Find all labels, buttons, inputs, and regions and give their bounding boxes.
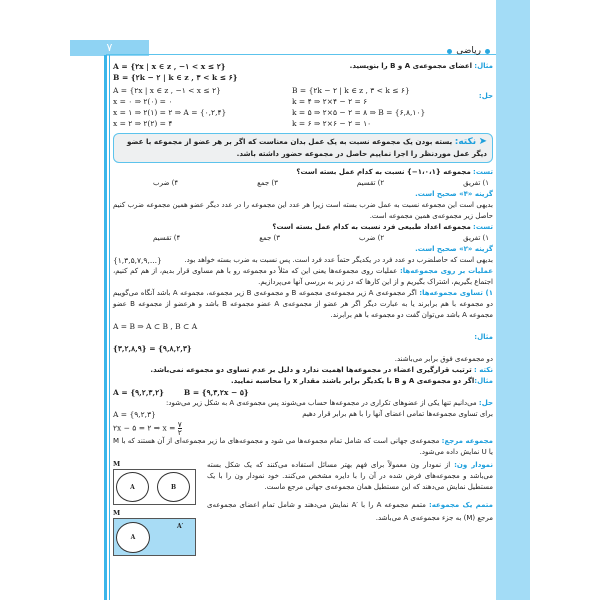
section-label: متمم یک مجموعه:: [428, 501, 493, 509]
fraction: [178, 421, 182, 436]
solution-line: x = ۰ ⇒ ۲(۰) = ۰: [113, 97, 173, 106]
section-label: ۱) تساوی مجموعه‌ها:: [419, 289, 494, 297]
venn-section: [113, 460, 493, 556]
option[interactable]: ۱) تفریق: [463, 234, 489, 242]
solution-line: k = ۶ ⇒ ۲×۶ − ۲ = ۱۰: [292, 119, 372, 128]
solution-text: برای تساوی مجموعه‌ها تمامی اعضای آنها را با هم برابر قرار دهیم: [302, 410, 493, 418]
section-label: نمودار ون:: [454, 461, 494, 469]
set-b: B = {۲k − ۲ | k ∈ z , ۳ < k ≤ ۶}: [113, 73, 238, 82]
set-circle-a: A: [116, 472, 149, 502]
denominator: ۲: [177, 427, 182, 437]
dot-icon: [485, 49, 490, 54]
explanation: بدیهی است این مجموعه نسبت به عمل ضرب بسته است زیرا هر عدد این مجموعه را در عدد دیگر عضو همین مجموعه ضرب کنیم حاصل زیر مجموعه‌ی همین مجموعه است.: [113, 201, 493, 220]
explanation: بدیهی است که حاصلضرب دو عدد فرد در یکدیگر حتماً عدد فرد است. پس نسبت به ضرب بسته خواهد بود.: [184, 256, 493, 264]
options-row: [113, 178, 493, 189]
solution-text: می‌دانیم تنها یکی از عضوهای تکراری در مجموعه‌ها حساب می‌شوند پس مجموعه‌ی A به شکل زیر می‌شود:: [166, 399, 477, 407]
set-a-reduced: A = {۹,۲,۳}: [113, 410, 156, 419]
set-equality: {۳,۲,۸,۹} = {۹,۸,۲,۳}: [113, 344, 192, 353]
paper-plane-icon: ➤: [478, 136, 487, 147]
note-label: نکته :: [473, 366, 493, 374]
solution-label: حل:: [478, 92, 493, 100]
example-label: مثال:: [474, 62, 493, 70]
solution-line: k = ۴ ⇒ ۲×۴ − ۲ = ۶: [292, 97, 368, 106]
note-box: [113, 133, 493, 163]
chapter-header: [447, 46, 490, 56]
answer: گزینه «۴» صحیح است.: [415, 190, 493, 198]
margin-line: [104, 55, 107, 600]
note-label: نکته:: [454, 137, 477, 147]
option[interactable]: ۴) ضرب: [153, 179, 179, 187]
solution-line: A = {۲x | x ∈ z , −۱ < x ≤ ۲}: [113, 86, 221, 95]
test-label: تست:: [473, 223, 493, 231]
section-text: متمم مجموعه A را با ′A نمایش می‌دهند و شامل تمام اعضای مجموعه‌ی مرجع (M) به جزء مجموعه‌ی A می‌باشد.: [207, 501, 493, 522]
dot-icon: [447, 49, 452, 54]
margin-line-inner: [109, 55, 110, 600]
example-text: اعضای مجموعه‌ی A و B را بنویسید.: [349, 62, 473, 70]
set-circle-a: A: [116, 522, 150, 553]
option[interactable]: ۲) تقسیم: [356, 179, 385, 187]
equality-formula: A = B ⇒ A ⊂ B , B ⊂ A: [113, 322, 198, 331]
set-circle-b: B: [157, 472, 190, 502]
test-question: مجموعه {۱،۰،۱−} نسبت به کدام عمل بسته است؟: [296, 168, 471, 176]
universe-label: M: [113, 509, 121, 517]
set-b: B = {۹,۳,۲x − ۵}: [183, 388, 249, 397]
solution-block: [113, 85, 493, 129]
test-question: مجموعه اعداد طبیعی فرد نسبت به کدام عمل بسته است؟: [272, 223, 471, 231]
option[interactable]: ۳) جمع: [259, 234, 281, 242]
options-row: [113, 233, 493, 244]
venn-diagram: [113, 469, 196, 505]
option[interactable]: ۳) جمع: [257, 179, 278, 187]
example-text: دو مجموعه‌ی فوق برابر می‌باشند.: [394, 355, 493, 363]
option[interactable]: ۴) تقسیم: [153, 234, 181, 242]
test-label: تست:: [473, 168, 493, 176]
solution-line: x = ۱ ⇒ ۲(۱) = ۲ ⇒ A = {۰,۲,۴}: [113, 108, 227, 117]
section-label: عملیات بر روی مجموعه‌ها:: [400, 267, 493, 275]
page-number: ۷: [70, 40, 149, 56]
odd-set: {۱,۳,۵,۷,۹,...}: [113, 256, 162, 265]
section-text: اگر مجموعه‌ی A زیر مجموعه‌ی مجموعه B و مجموعه‌ی B زیر مجموعه، مجموعه A باشد آنگاه می‌گوییم دو مجموعه با هم برابرند یا به عبارت دیگر اگر هر عضو از مجموعه‌ی A عضو مجموعه B باشد و هرعضو از مجموعه B عضو مجموعه A باشد می‌توان گفت دو مجموعه با هم برابرند.: [113, 289, 493, 319]
note-text: ترتیب قرارگیری اعضاء در مجموعه‌ها اهمیت ندارد و دلیل بر عدم تساوی دو مجموعه نمی‌باشد.: [150, 366, 472, 374]
example-label: مثال:: [474, 333, 493, 341]
set-a: A = {۹,۲,۳,۲}: [113, 388, 164, 397]
subject-title: ریاضی: [456, 46, 481, 56]
numerator: ۷: [177, 419, 182, 429]
equation-text: ۲x − ۵ = ۲ ⇒ x =: [113, 423, 176, 432]
example-text: اگر دو مجموعه‌ی A و B با یکدیگر برابر باشند مقدار x را محاسبه نمایید.: [230, 377, 475, 385]
section-label: مجموعه مرجع:: [441, 437, 493, 445]
solution-line: k = ۵ ⇒ ۲×۵ − ۲ = ۸ ⇒ B = {۶,۸,۱۰}: [292, 108, 426, 117]
equation: [113, 421, 182, 436]
solution-line: x = ۲ ⇒ ۲(۲) = ۴: [113, 119, 173, 128]
set-a: A = {۲x | x ∈ z , −۱ < x ≤ ۲}: [113, 62, 226, 71]
note-text: بسته بودن یک مجموعه نسبت به یک عمل بدان معناست که اگر بر هر عضو از مجموعه با عضو دیگر عمل موردنظر را اجرا نماییم حاصل در مجموعه حضور داشته باشد.: [126, 137, 487, 158]
universe-label: M: [113, 460, 121, 468]
example-label: مثال:: [474, 377, 493, 385]
section-text: مجموعه‌ی جهانی است که شامل تمام مجموعه‌ها می شود و مجموعه‌های ما زیر مجموعه‌ای از آن هستند که با M یا U نمایش داده می‌شود.: [113, 437, 493, 456]
section-text: از نمودار ون معمولاً برای فهم بهتر مسائل استفاده می‌کنند که یک شکل بسته می‌باشد و مجموعه‌های فرض شده در آن را با دایره مشخص می‌کنند. خود نمودار ون را با یک مستطیل نمایش می‌دهند که این مستطیل همان مجموعه‌ی جهانی مرجع ماست.: [207, 461, 493, 491]
solution-line: B = {۲k − ۲ | k ∈ z , ۳ < k ≤ ۶}: [292, 86, 410, 95]
answer: گزینه «۲» صحیح است.: [415, 245, 493, 253]
option[interactable]: ۲) ضرب: [359, 234, 385, 242]
section-text: عملیات روی مجموعه‌ها یعنی این که مثلاً دو مجموعه رو با هم مساوی قرار بدیم، از هم کم کنیم، اجتماع بگیریم، اشتراک بگیریم و از این کارها که در زیر به بررسی آنها می‌پردازیم.: [113, 267, 493, 286]
option[interactable]: ۱) تفریق: [463, 179, 489, 187]
solution-label: حل:: [478, 399, 493, 407]
header-divider: [106, 54, 496, 55]
side-strip: [496, 0, 530, 600]
complement-label: A′: [177, 523, 184, 530]
page-content: [113, 61, 493, 556]
complement-diagram: [113, 518, 196, 556]
